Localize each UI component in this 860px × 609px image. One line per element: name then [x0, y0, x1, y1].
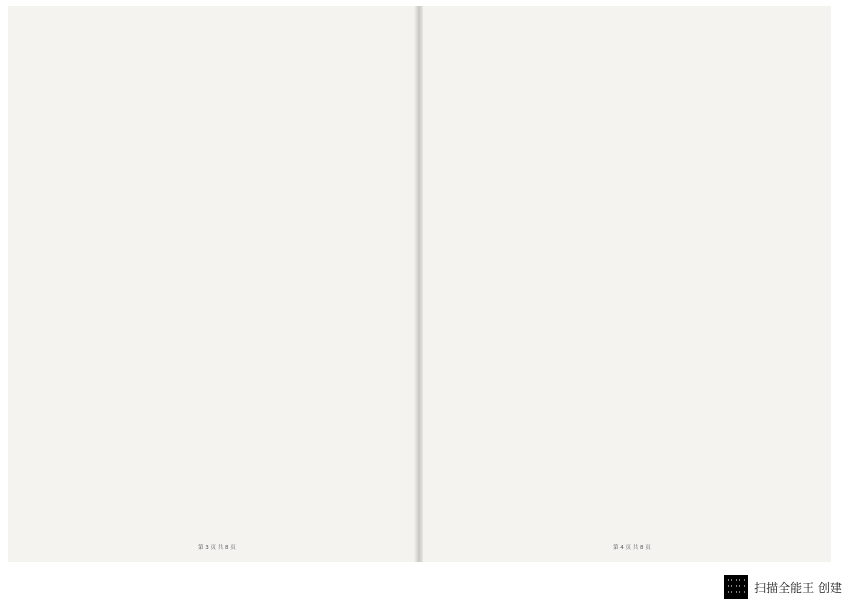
scanner-credit — [724, 575, 842, 599]
scanner-credit-label: 扫描全能王 创建 — [754, 580, 842, 595]
left-page-footer: 第 3 页 共 8 页 — [198, 545, 236, 552]
qr-code-icon — [724, 575, 748, 599]
left-page — [8, 6, 416, 562]
right-page-footer: 第 4 页 共 8 页 — [613, 545, 651, 552]
right-page — [423, 6, 831, 562]
